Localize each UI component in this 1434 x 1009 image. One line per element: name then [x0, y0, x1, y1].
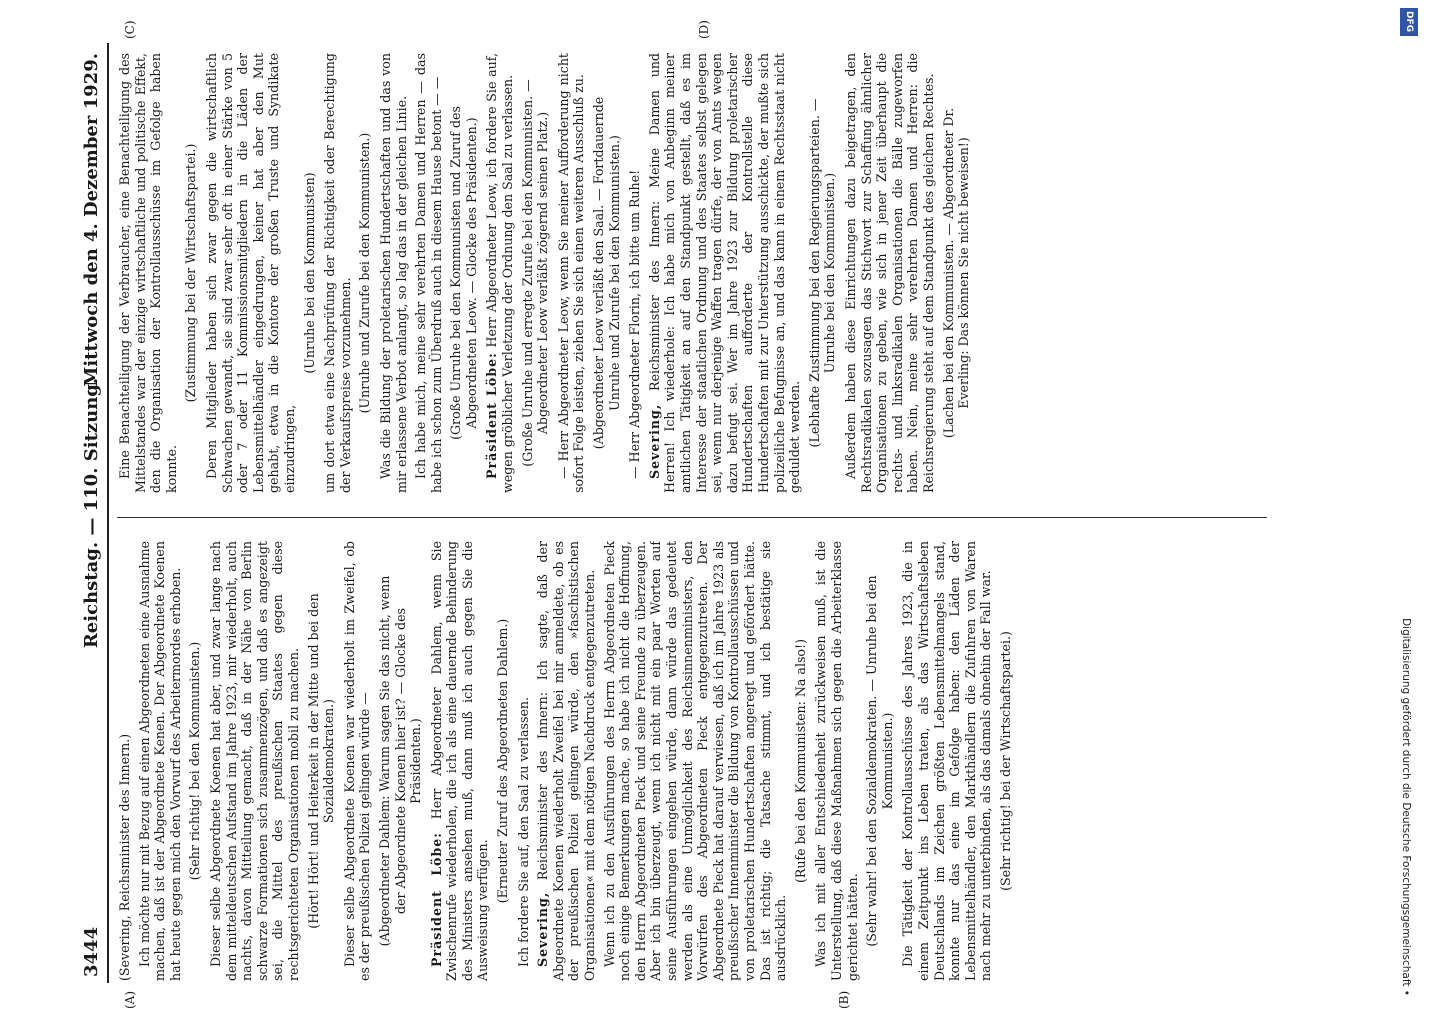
- paragraph-text: Außerdem haben diese Einrichtungen dazu beigetragen, den Rechtsradikalen sozusagen das Stichwort zur Schaffung ähnlicher Organisationen zu geben, wie sich in jener Zeit überhaupt die rechts- und linksradikalen Organisationen die Bälle zugeworfen haben. Nein, meine sehr verehrten Damen und Herren: die Reichsregierung steht auf dem Standpunkt des gleichen Rechtes.: [842, 53, 936, 493]
- interjection-note: (Große Unruhe bei den Kommunisten und Zuruf des Abgeordneten Leow. — Glocke des Präsidenten.): [448, 106, 479, 440]
- paragraph-text: Ich möchte nur mit Bezug auf einen Abgeordneten eine Ausnahme machen, daß ist der Abgeordnete Kenen. Der Abgeordnete Koenen hat heute gegen mich den Vorwurf des Arbeitermordes erhoben.: [136, 541, 183, 981]
- paragraph-text: Herr Abgeordneter Dahlem, wenn Sie Zwischenrufe wiederholen, die ich als eine dauernde Behinderung des Ministers ansehen muß, dann muß ich auch gegen Sie die Ausweisung verfügen.: [428, 541, 491, 981]
- speech-paragraph: [117, 541, 133, 981]
- speaker-name: Präsident Löbe:: [484, 352, 500, 479]
- paragraph-text: um dort etwa eine Nachprüfung der Richtigkeit oder Berechtigung der Verkaufspreise vorzunehmen.: [322, 53, 353, 493]
- paragraph-text: Was ich mit aller Entschiedenheit zurückweisen muß, ist die Unterstellung, daß diese Maßnahmen sich gegen die Arbeiterklasse gerichtet hätten.: [813, 541, 860, 981]
- rotated-document-page: [77, 20, 1317, 1009]
- paragraph-text: — Herr Abgeordneter Leow, wenn Sie meiner Aufforderung nicht sofort Folge leisten, ziehen Sie sich einen weiteren Ausschluß zu.: [555, 53, 587, 493]
- session-title: Reichstag. — 110. Sitzung.: [81, 377, 102, 649]
- speech-paragraph: [602, 541, 789, 981]
- speech-paragraph: [413, 53, 444, 493]
- dfg-logo-icon: DFG: [1400, 8, 1418, 36]
- speech-paragraph: [117, 53, 179, 493]
- session-date: Mittwoch den 4. Dezember 1929.: [81, 53, 102, 387]
- speaker-name: Severing,: [646, 403, 662, 479]
- interjection-note: (Lachen bei den Kommunisten. — Abgeordneter Dr. Everling: Das können Sie nicht beweisen!): [940, 107, 972, 439]
- paragraph-text: Reichsminister des Innern: Meine Damen und Herren! Ich wiederhole: Ich habe mich von Anbeginn meiner amtlichen Tätigkeit an auf den Standpunkt gestellt, daß es im Interesse der staatlichen Ordnung und des Staates selbst gelegen sei, wenn nur derjenige Waffen tragen dürfe, der von Amts wegen dazu befugt sei. Wer im Jahre 1923 zur Bildung proletarischer Hundertschaften aufforderte der Kontrollstelle diese Hundertschaften mit zur Unterstützung ausschickte, der mußte sich polizeiliche Befugnisse an, und das kann in einem Rechtsstaat nicht geduldet werden.: [646, 53, 803, 493]
- paragraph-text: Dieser selbe Abgeordnete Koenen hat aber, und zwar lange nach dem mitteldeutschen Aufstand im Jahre 1923, mir wiederholt, auch nachts, davon Mitteilung gemacht, daß in der Nähe von Berlin schwarze Formationen sich zusammenzögen, und daß es angezeigt sei, die Mittel des preußischen Staates gegen diese rechtsgerichteten Organisationen mobil zu machen.: [207, 541, 301, 981]
- page-number: 3444: [81, 926, 102, 977]
- speech-paragraph: [900, 541, 994, 981]
- interjection-note: (Lebhafte Zustimmung bei den Regierungsparteien. — Unruhe bei den Kommunisten.): [806, 98, 838, 448]
- margin-mark-a: (A): [123, 990, 137, 1009]
- paragraph-text: Deren Mitglieder haben sich zwar gegen die wirtschaftlich Schwachen gewandt, sie sind zwar sehr oft in einer Stärke von 5 oder 7 oder 11 Kommissionsmitgliedern in die Läden der Lebensmittelhändler eingedrungen, keiner hat aber den Mut gehabt, etwa in die Kontore der großen Truste und Syndikate einzudringen,: [203, 53, 297, 493]
- speech-paragraph: [204, 53, 298, 493]
- interjection-note: (Unruhe bei den Kommunisten): [301, 172, 317, 374]
- margin-mark-d: (D): [697, 20, 711, 39]
- margin-mark-b: (B): [837, 990, 851, 1009]
- paragraph-text: Ich fordere Sie auf, den Saal zu verlassen.: [515, 696, 531, 967]
- speech-paragraph: [342, 541, 373, 981]
- speech-paragraph: [535, 541, 597, 981]
- paragraph-text: (Severing, Reichsminister des Innern.): [117, 733, 132, 981]
- paragraph-text: — Herr Abgeordneter Florin, ich bitte um Ruhe!: [627, 169, 643, 479]
- speech-paragraph: [556, 53, 587, 493]
- speech-paragraph: [429, 541, 491, 981]
- interjection-note: (Abgeordneter Dahlem: Warum sagen Sie das nicht, wenn der Abgeordnete Koenen hier ist? — Glocke des Präsidenten.): [376, 575, 424, 947]
- watermark-text: Digitalisierung gefördert durch die Deutsche Forschungsgemeinschaft •: [1400, 618, 1412, 996]
- interjection-note: (Hört! Hört! und Heiterkeit in der Mitte und bei den Sozialdemokraten.): [305, 593, 337, 929]
- interjection-note: (Unruhe und Zurufe bei den Kommunisten.): [357, 132, 373, 414]
- margin-mark-c: (C): [123, 20, 137, 39]
- interjection-note: (Abgeordneter Leow verläßt den Saal. — Fortdauernde Unruhe und Zurufe bei den Kommunisten.): [591, 96, 622, 450]
- speech-paragraph: [813, 541, 860, 981]
- left-text-column: [117, 541, 1277, 981]
- interjection-note: (Rufe bei den Kommunisten: Na also!): [792, 639, 808, 884]
- paragraph-text: Dieser selbe Abgeordnete Koenen war wiederholt im Zweifel, ob es der preußischen Polizei gelingen würde —: [341, 541, 373, 981]
- speech-paragraph: [627, 53, 643, 493]
- speech-paragraph: [208, 541, 302, 981]
- right-text-column: [117, 53, 1277, 493]
- interjection-note: (Erneuter Zuruf des Abgeordneten Dahlem.): [495, 618, 511, 904]
- speech-paragraph: [322, 53, 353, 493]
- paragraph-text: Reichsminister des Innern: Ich sagte, daß der Abgeordnete Koenen wiederholt Zweifel bei mir anmeldete, ob es der preußischen Polizei gelingen würde, den »faschistischen Organisationen« mit dem nötigen Nachdruck entgegenzutreten.: [535, 541, 598, 981]
- speech-paragraph: [378, 53, 409, 493]
- digitization-watermark: [1393, 6, 1419, 996]
- speech-paragraph: [137, 541, 184, 981]
- speech-paragraph: [647, 53, 803, 493]
- header-rule: [107, 43, 109, 983]
- page-header: [77, 43, 107, 983]
- interjection-note: (Zustimmung bei der Wirtschaftspartei.): [183, 143, 199, 403]
- speech-paragraph: [516, 541, 532, 981]
- interjection-note: (Sehr wahr! bei den Sozialdemokraten. — Unruhe bei den Kommunisten.): [864, 575, 895, 947]
- paragraph-text: Was die Bildung der proletarischen Hundertschaften und das von mir erlassene Verbot anlangt, so lag das in der gleichen Linie.: [377, 53, 409, 493]
- speech-paragraph: [484, 53, 515, 493]
- interjection-note: (Sehr richtig! bei der Wirtschaftspartei.): [997, 631, 1013, 891]
- interjection-note: (Sehr richtig! bei den Kommunisten.): [187, 641, 203, 881]
- paragraph-text: Herr Abgeordneter Leow, ich fordere Sie auf, wegen gröblicher Verletzung der Ordnung den Saal zu verlassen.: [484, 53, 516, 493]
- speaker-name: Severing,: [535, 891, 551, 967]
- interjection-note: (Große Unruhe und erregte Zurufe bei den Kommunisten. — Abgeordneter Leow verläßt zögernd seinen Platz.): [519, 79, 551, 467]
- paragraph-text: Eine Benachteiligung der Verbraucher, eine Benachteiligung des Mittelstandes war der einzige wirtschaftliche und politische Effekt, den die Organisation der Kontrollausschüsse im Gefolge haben konnte.: [117, 53, 179, 493]
- column-divider: [117, 517, 1267, 518]
- paragraph-text: Wenn ich zu den Ausführungen des Herrn Abgeordneten Pieck noch einige Bemerkungen mache, so habe ich nicht die Hoffnung, den Herrn Abgeordneten Pieck und seine Freunde zu überzeugen. Aber ich bin überzeugt, wenn ich nicht mit ein paar Worten auf seine Ausführungen eingehen würde, dann würde das gedeutet werden als eine Unmöglichkeit des Reichsinnenministers, den Vorwürfen des Abgeordneten Pieck entgegenzutreten. Der Abgeordnete Pieck hat darauf verwiesen, daß ich im Jahre 1923 als preußischer Innenminister die Bildung von Kontrollausschüssen und von proletarischen Hundertschaften angeregt und gefördert hätte. Das ist richtig; die Tatsache stimmt, und ich bestätige sie ausdrücklich.: [601, 541, 789, 981]
- speaker-name: Präsident Löbe:: [428, 832, 444, 967]
- speech-paragraph: [843, 53, 937, 493]
- paragraph-text: Ich habe mich, meine sehr verehrten Damen und Herren — das habe ich schon zum Überdruß auch in diesem Hause betont — —: [413, 53, 444, 493]
- paragraph-text: Die Tätigkeit der Kontrollausschüsse des Jahres 1923, die in einem Zeitpunkt ins Leben traten, als das Wirtschaftsleben Deutschlands im Zeichen größten Lebensmittelmangels stand, konnte nur das eine im Gefolge haben: den Läden der Lebensmittelhändler, den Markthändlern die Zufuhren von Waren nach mehr zu unterbinden, als das damals ohnehin der Fall war.: [900, 541, 994, 981]
